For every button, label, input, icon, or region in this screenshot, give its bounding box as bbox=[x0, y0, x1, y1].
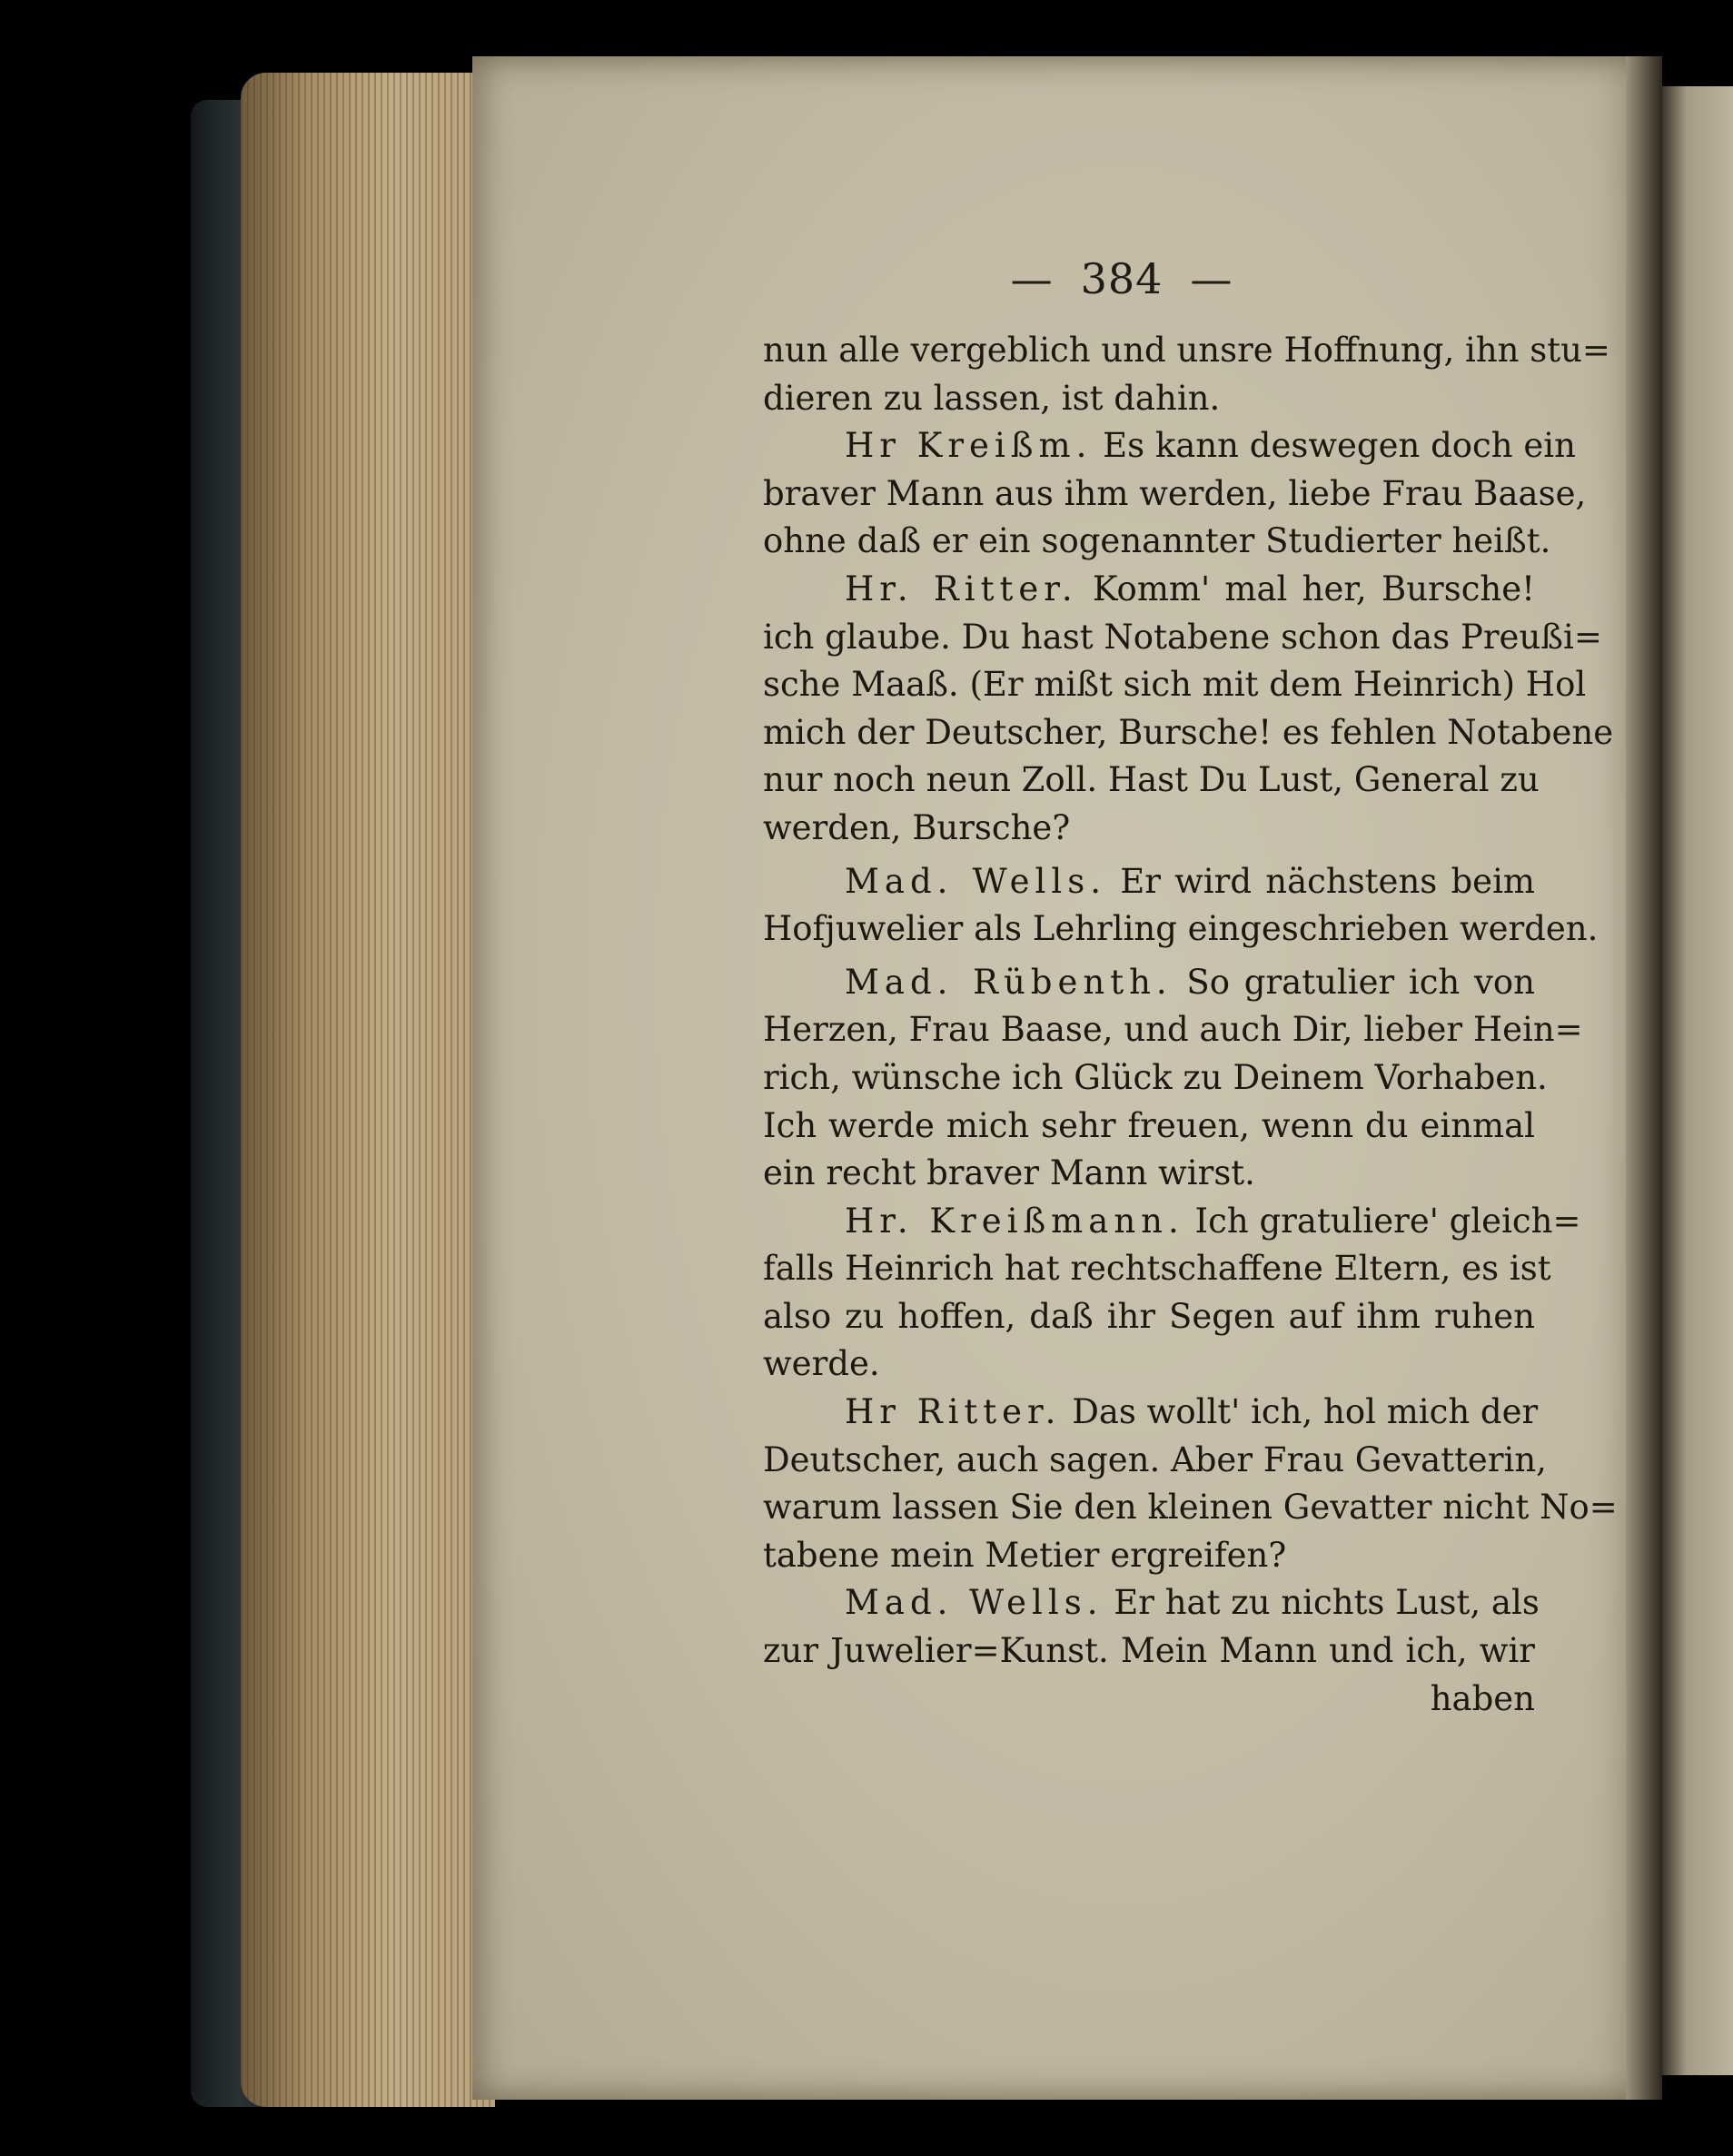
speaker-name: Mad. Wells. bbox=[845, 1583, 1104, 1623]
text-line: ich glaube. Du hast Notabene schon das Preußi= bbox=[763, 617, 1602, 657]
text-line: zur Juwelier=Kunst. Mein Mann und ich, wir bbox=[763, 1631, 1535, 1671]
text-line: werden, Bursche? bbox=[763, 807, 1071, 847]
text-line: warum lassen Sie den kleinen Gevatter nicht No= bbox=[763, 1488, 1618, 1528]
header-dash-right: — bbox=[1190, 254, 1233, 303]
dialogue-line: Mad. Wells. Er hat zu nichts Lust, als bbox=[845, 1583, 1540, 1623]
speaker-name: Hr. Kreißmann. bbox=[845, 1201, 1184, 1241]
text-line: nun alle vergeblich und unsre Hoffnung, ihn stu= bbox=[763, 331, 1610, 370]
text-line: also zu hoffen, daß ihr Segen auf ihm ruhen bbox=[763, 1296, 1535, 1336]
page-number: 384 bbox=[1080, 254, 1164, 303]
text-line: dieren zu lassen, ist dahin. bbox=[763, 378, 1221, 418]
dialogue-line: Mad. Rübenth. So gratulier ich von bbox=[845, 962, 1535, 1002]
text-line: rich, wünsche ich Glück zu Deinem Vorhaben. bbox=[763, 1057, 1548, 1097]
body-text bbox=[763, 327, 1618, 1723]
speaker-name: Hr Ritter. bbox=[845, 1392, 1062, 1432]
page-edges bbox=[241, 73, 495, 2107]
text-line: braver Mann aus ihm werden, liebe Frau Baase, bbox=[763, 473, 1587, 513]
speaker-name: Hr. Ritter. bbox=[845, 569, 1078, 608]
dialogue-line: Hr. Kreißmann. Ich gratuliere' gleich= bbox=[845, 1201, 1581, 1241]
text-line: ein recht braver Mann wirst. bbox=[763, 1153, 1255, 1193]
text-line: Deutscher, auch sagen. Aber Frau Gevatterin, bbox=[763, 1439, 1547, 1479]
speaker-name: Hr Kreißm. bbox=[845, 426, 1093, 466]
book-gutter bbox=[1626, 56, 1662, 2100]
text-line: mich der Deutscher, Bursche! es fehlen Notabene bbox=[763, 712, 1614, 752]
dialogue-line: Hr Ritter. Das wollt' ich, hol mich der bbox=[845, 1392, 1539, 1432]
speaker-name: Mad. Wells. bbox=[845, 861, 1106, 901]
text-line: Ich werde mich sehr freuen, wenn du einmal bbox=[763, 1105, 1535, 1145]
text-line: sche Maaß. (Er mißt sich mit dem Heinrich) Hol bbox=[763, 665, 1587, 705]
dialogue-line: Hr Kreißm. Es kann deswegen doch ein bbox=[845, 426, 1576, 466]
text-line: Herzen, Frau Baase, und auch Dir, lieber Hein= bbox=[763, 1010, 1583, 1050]
dialogue-line: Hr. Ritter. Komm' mal her, Bursche! bbox=[845, 569, 1536, 608]
text-line: ohne daß er ein sogenannter Studierter heißt. bbox=[763, 521, 1551, 561]
facing-page-edge bbox=[1662, 86, 1733, 2075]
header-dash-left: — bbox=[1010, 254, 1054, 303]
catchword: haben bbox=[1430, 1678, 1535, 1718]
text-line: nur noch neun Zoll. Hast Du Lust, General zu bbox=[763, 760, 1540, 800]
page-header bbox=[985, 247, 1258, 311]
speaker-name: Mad. Rübenth. bbox=[845, 962, 1173, 1002]
text-line: werde. bbox=[763, 1344, 880, 1384]
text-line: tabene mein Metier ergreifen? bbox=[763, 1535, 1287, 1575]
text-line: Hofjuwelier als Lehrling eingeschrieben werden. bbox=[763, 909, 1599, 949]
text-line: falls Heinrich hat rechtschaffene Eltern, es ist bbox=[763, 1249, 1551, 1289]
dialogue-line: Mad. Wells. Er wird nächstens beim bbox=[845, 861, 1535, 901]
